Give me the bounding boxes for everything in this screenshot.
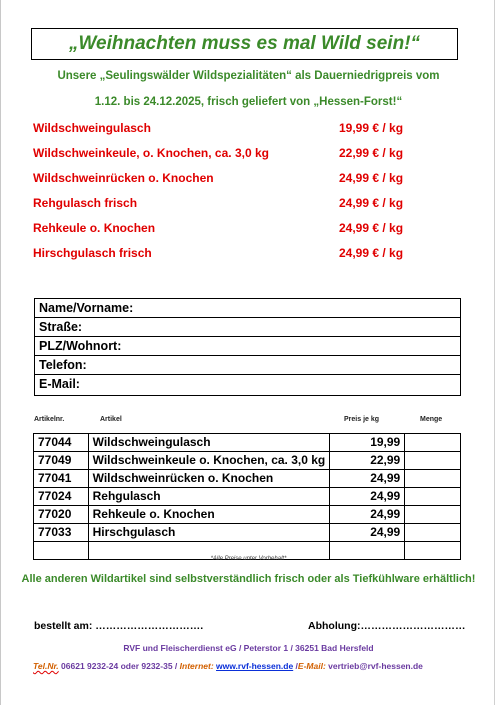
offer-name: Wildschweinkeule, o. Knochen, ca. 3,0 kg [33,146,269,160]
city-field[interactable]: PLZ/Wohnort: [35,337,460,356]
offer-row [33,121,413,137]
article-price: 24,99 [330,470,405,488]
header-article: Artikel [100,416,122,423]
article-price: 24,99 [330,506,405,524]
article-name: Rehkeule o. Knochen [88,506,330,524]
article-number: 77044 [34,434,89,452]
offer-row [33,196,413,212]
email-address[interactable]: vertrieb@rvf-hessen.de [325,661,423,671]
name-field[interactable]: Name/Vorname: [35,299,460,318]
quantity-cell[interactable] [405,470,461,488]
order-table [33,433,461,560]
internet-label: Internet: [179,661,214,671]
offer-row [33,221,413,237]
offer-price: 24,99 € / kg [339,171,404,185]
phone-field[interactable]: Telefon: [35,356,460,375]
article-number: 77049 [34,452,89,470]
offer-price: 22,99 € / kg [339,146,404,160]
intro-line-2: 1.12. bis 24.12.2025, frisch geliefert von „Hessen-Forst!“ [94,96,403,108]
website-link[interactable]: www.rvf-hessen.de [216,661,294,671]
price-disclaimer: *Alle Preise unter Vorbehalt* [210,556,287,562]
quantity-cell[interactable] [405,452,461,470]
table-row [34,434,461,452]
quantity-cell[interactable] [405,524,461,542]
separator: / [293,661,298,671]
article-number: 77041 [34,470,89,488]
company-address: RVF und Fleischerdienst eG / Peterstor 1 / 36251 Bad Hersfeld [123,643,374,653]
street-field[interactable]: Straße: [35,318,460,337]
table-row [34,488,461,506]
table-row [34,452,461,470]
article-name: Wildschweingulasch [88,434,330,452]
header-price: Preis je kg [344,416,380,423]
article-number: 77024 [34,488,89,506]
article-name: Wildschweinrücken o. Knochen [88,470,330,488]
offer-price: 24,99 € / kg [339,221,404,235]
pickup-field[interactable]: Abholung:………………………… [308,620,466,632]
table-row [34,506,461,524]
offer-row [33,246,413,262]
offer-row [33,171,413,187]
article-name: Wildschweinkeule o. Knochen, ca. 3,0 kg [88,452,330,470]
offer-price: 24,99 € / kg [339,196,404,210]
article-price: 22,99 [330,452,405,470]
ordered-at-field[interactable]: bestellt am: …………………………. [34,620,204,632]
phone-number: 06621 9232-24 oder 9232-35 / [58,661,180,671]
email-field[interactable]: E-Mail: [39,377,80,391]
quantity-cell[interactable] [405,434,461,452]
article-price: 24,99 [330,488,405,506]
offer-name: Rehkeule o. Knochen [33,221,156,235]
email-label: E-Mail: [297,661,326,671]
quantity-cell[interactable] [405,488,461,506]
availability-note: Alle anderen Wildartikel sind selbstverständlich frisch oder als Tiefkühlware erhältlich! [21,573,476,585]
offer-name: Wildschweingulasch [33,121,151,135]
phone-label: Tel.Nr. [33,661,59,671]
headline: „Weihnachten muss es mal Wild sein!“ [68,33,421,54]
offer-name: Wildschweinrücken o. Knochen [33,171,214,185]
article-name: Rehgulasch [88,488,330,506]
offer-name: Hirschgulasch frisch [33,246,152,260]
offer-name: Rehgulasch frisch [33,196,138,210]
intro-line-1: Unsere „Seulingswälder Wildspezialitäten“ als Dauerniedrigpreis vom [57,70,440,82]
quantity-cell[interactable] [405,506,461,524]
table-row [34,524,461,542]
article-name: Hirschgulasch [88,524,330,542]
header-article-number: Artikelnr. [34,416,65,423]
header-quantity: Menge [420,416,443,423]
article-number: 77033 [34,524,89,542]
offer-price: 19,99 € / kg [339,121,404,135]
table-row [34,470,461,488]
article-price: 19,99 [330,434,405,452]
headline-box [31,28,458,60]
offer-price: 24,99 € / kg [339,246,404,260]
customer-form [34,298,461,396]
contact-line [33,661,423,671]
article-price: 24,99 [330,524,405,542]
offer-row [33,146,413,162]
article-number: 77020 [34,506,89,524]
